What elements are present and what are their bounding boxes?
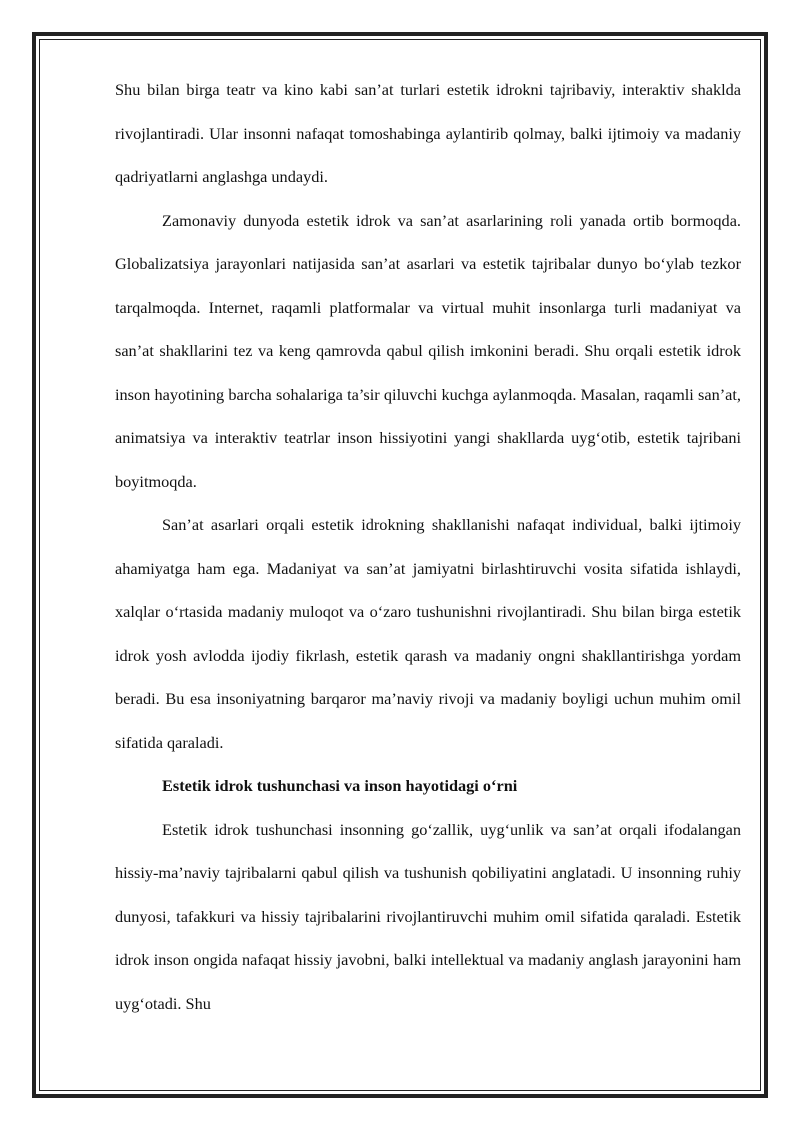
paragraph-3: San’at asarlari orqali estetik idrokning shakllanishi nafaqat individual, balki ijtimoiy ahamiyatga ham ega. Madaniyat va san’at jamiyatni birlashtiruvchi vosita sifatida ishlaydi, xalqlar o‘rtasida madaniy muloqot va o‘zaro tushunishni rivojlantiradi. Shu bilan birga estetik idrok yosh avlodda ijodiy fikrlash, estetik qarash va madaniy ongni shakllantirishga yordam beradi. Bu esa insoniyatning barqaror ma’naviy rivoji va madaniy boyligi uchun muhim omil sifatida qaraladi.	[115, 515, 741, 752]
paragraph-1: Shu bilan birga teatr va kino kabi san’at turlari estetik idrokni tajribaviy, interaktiv shaklda rivojlantiradi. Ular insonni nafaqat tomoshabinga aylantirib qolmay, balki ijtimoiy va madaniy qadriyatlarni anglashga undaydi.	[115, 80, 741, 186]
document-body	[115, 68, 741, 1025]
section-heading: Estetik idrok tushunchasi va inson hayotidagi o‘rni	[162, 776, 518, 795]
paragraph-4: Estetik idrok tushunchasi insonning go‘zallik, uyg‘unlik va san’at orqali ifodalangan hissiy-ma’naviy tajribalarni qabul qilish va tushunish qobiliyatini anglatadi. U insonning ruhiy dunyosi, tafakkuri va hissiy tajribalarini rivojlantiruvchi muhim omil sifatida qaraladi. Estetik idrok inson ongida nafaqat hissiy javobni, balki intellektual va madaniy anglash jarayonini ham uyg‘otadi. Shu	[115, 819, 741, 1013]
paragraph-2: Zamonaviy dunyoda estetik idrok va san’at asarlarining roli yanada ortib bormoqda. Globalizatsiya jarayonlari natijasida san’at asarlari va estetik tajribalar dunyo bo‘ylab tezkor tarqalmoqda. Internet, raqamli platformalar va virtual muhit insonlarga turli madaniyat va san’at shakllarini tez va keng qamrovda qabul qilish imkonini beradi. Shu orqali estetik idrok inson hayotining barcha sohalariga ta’sir qiluvchi kuchga aylanmoqda. Masalan, raqamli san’at, animatsiya va interaktiv teatrlar inson hissiyotini yangi shakllarda uyg‘otib, estetik tajribani boyitmoqda.	[115, 210, 741, 491]
